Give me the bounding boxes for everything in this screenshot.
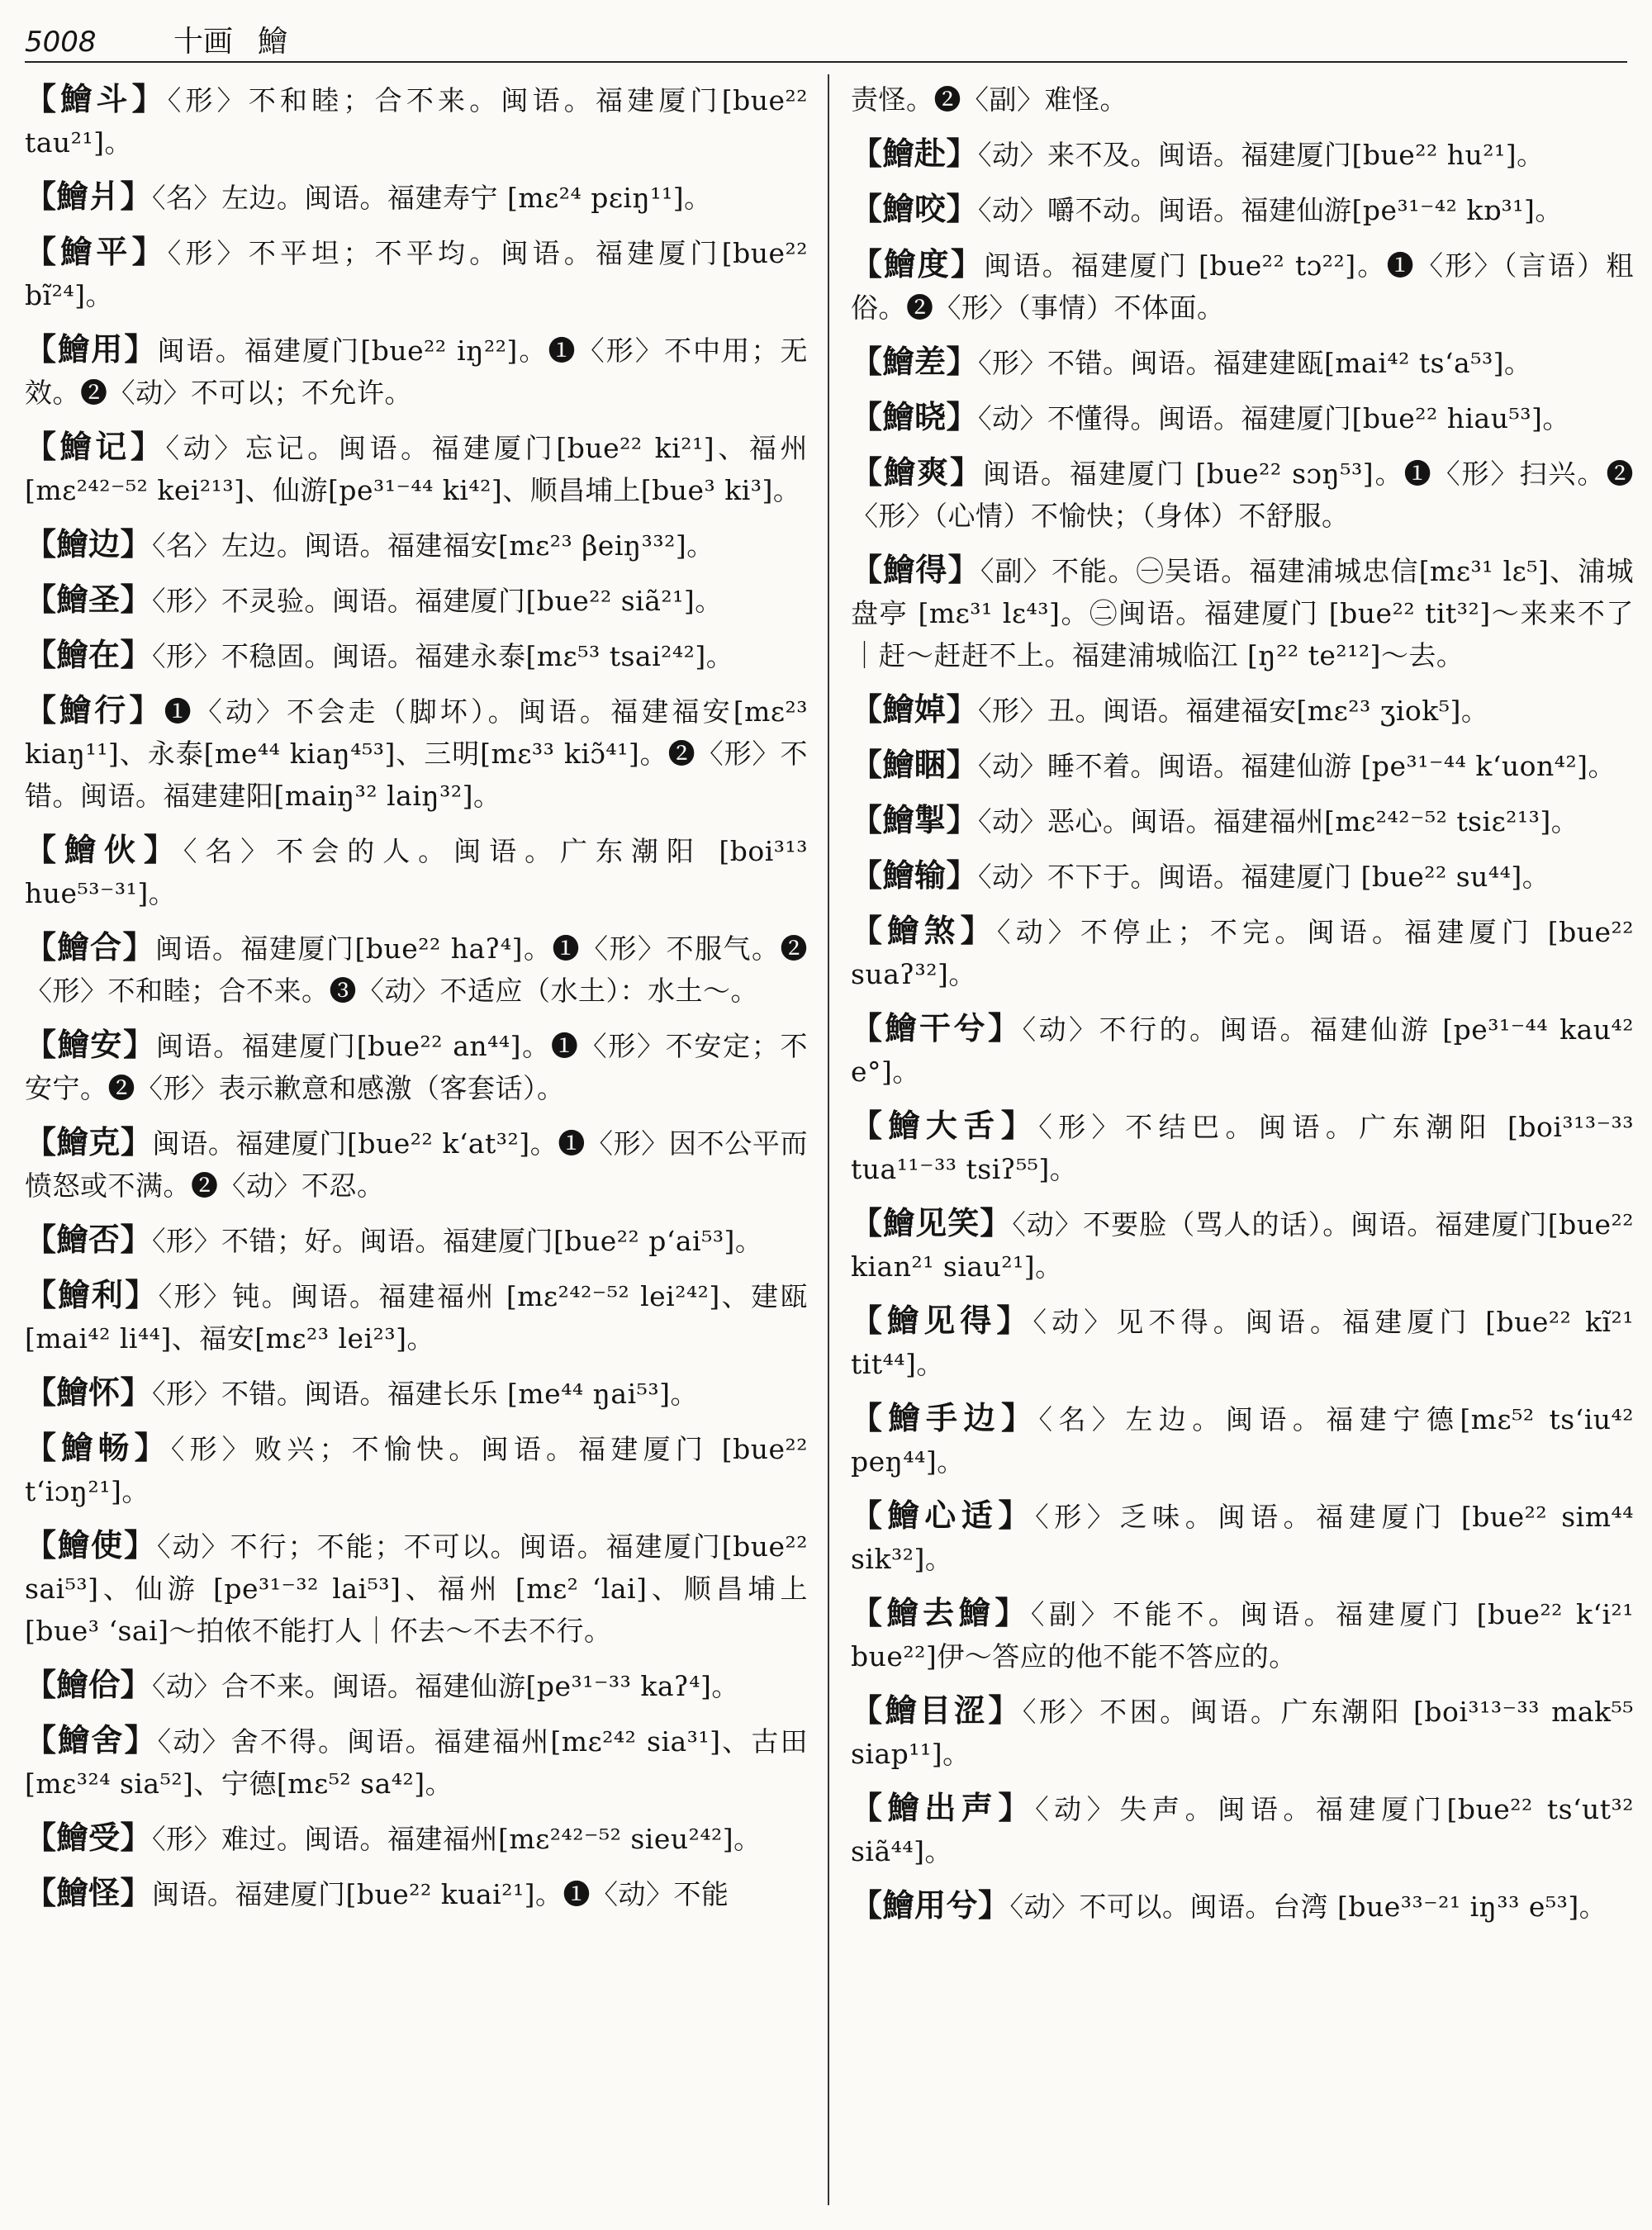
entry-definition: 〈形〉不和睦；合不来。闽语。福建厦门[bue²² tau²¹]。 — [25, 84, 808, 159]
entry-headword: 【鱠婥】 — [851, 691, 979, 728]
dictionary-entry — [851, 1495, 1634, 1580]
entry-definition: 〈名〉左边。闽语。福建宁德[mɛ⁵² tsʻiu⁴² peŋ⁴⁴]。 — [851, 1403, 1634, 1478]
entry-definition: 〈形〉乏味。闽语。福建厦门 [bue²² sim⁴⁴ sik³²]。 — [851, 1501, 1634, 1575]
dictionary-entry — [851, 1008, 1634, 1093]
dictionary-entry — [25, 1720, 808, 1805]
entry-definition: 〈名〉左边。闽语。福建寿宁 [mɛ²⁴ pɛiŋ¹¹]。 — [152, 182, 712, 214]
entry-definition: 闽语。福建厦门[bue²² kʻat³²]。❶〈形〉因不公平而愤怒或不满。❷〈动〉不忍。 — [25, 1127, 808, 1202]
dictionary-entry — [851, 341, 1634, 384]
page-header — [25, 18, 1627, 63]
dictionary-entry — [25, 1427, 808, 1512]
dictionary-entry — [851, 689, 1634, 732]
entry-definition: 〈动〉不懂得。闽语。福建厦门[bue²² hiau⁵³]。 — [978, 402, 1570, 434]
dictionary-entry — [25, 426, 808, 511]
entry-headword: 【鱠佮】 — [25, 1667, 153, 1703]
entry-definition: 〈动〉忘记。闽语。福建厦门[bue²² ki²¹]、福州[mɛ²⁴²⁻⁵² kei²¹³]、仙游[pe³¹⁻⁴⁴ ki⁴²]、顺昌埔上[bue³ ki³]。 — [25, 432, 808, 506]
entry-definition: 〈形〉不稳固。闽语。福建永泰[mɛ⁵³ tsai²⁴²]。 — [152, 640, 734, 672]
entry-definition: 〈动〉合不来。闽语。福建仙游[pe³¹⁻³³ kaʔ⁴]。 — [152, 1670, 739, 1702]
entry-definition: 闽语。福建厦门[bue²² kuai²¹]。❶〈动〉不能 — [152, 1878, 729, 1910]
entry-definition: 〈名〉不会的人。闽语。广东潮阳 [boi³¹³ hue⁵³⁻³¹]。 — [25, 835, 808, 909]
entry-headword: 【鱠得】 — [851, 552, 980, 588]
dictionary-entry — [25, 1122, 808, 1207]
entry-headword: 【鱠平】 — [25, 234, 168, 270]
entry-definition: 〈动〉恶心。闽语。福建福州[mɛ²⁴²⁻⁵² tsiɛ²¹³]。 — [978, 805, 1579, 837]
entry-definition: 〈形〉不灵验。闽语。福建厦门[bue²² siã²¹]。 — [152, 585, 723, 617]
entry-headword: 【鱠斗】 — [25, 81, 168, 117]
entry-definition: 〈副〉不能。㊀吴语。福建浦城忠信[mɛ³¹ lɛ⁵]、浦城盘亭 [mɛ³¹ lɛ⁴³]。㊁闽语。福建厦门 [bue²² tit³²]～来来不了｜赶～赶赶不上。福建浦城临江 [ŋ²² te²¹²]～去。 — [851, 555, 1634, 671]
entry-definition: 〈动〉不可以。闽语。台湾 [bue³³⁻²¹ iŋ³³ e⁵³]。 — [1009, 1891, 1607, 1923]
entry-headword: 【鱠在】 — [25, 637, 153, 673]
entry-definition: 〈动〉来不及。闽语。福建厦门[bue²² hu²¹]。 — [978, 139, 1545, 171]
entry-headword: 【鱠度】 — [851, 246, 985, 282]
entry-headword: 【鱠煞】 — [851, 913, 997, 949]
dictionary-entry — [25, 829, 808, 914]
entry-definition: 〈动〉不要脸（骂人的话）。闽语。福建厦门[bue²² kian²¹ siau²¹]。 — [851, 1208, 1634, 1283]
entry-headword: 【鱠赴】 — [851, 135, 979, 172]
dictionary-entry — [851, 910, 1634, 995]
dictionary-entry — [25, 1274, 808, 1359]
dictionary-entry — [25, 690, 808, 817]
entry-definition: ❶〈动〉不会走（脚坏）。闽语。福建福安[mɛ²³ kiaŋ¹¹]、永泰[me⁴⁴ kiaŋ⁴⁵³]、三明[mɛ³³ kiɔ̃⁴¹]。❷〈形〉不错。闽语。福建建阳[maiŋ³² laiŋ³²]。 — [25, 695, 808, 812]
dictionary-entry — [851, 1690, 1634, 1775]
entry-headword: 【鱠去鱠】 — [851, 1595, 1031, 1631]
entry-headword: 【鱠安】 — [25, 1027, 156, 1063]
entry-headword: 【鱠受】 — [25, 1820, 153, 1856]
dictionary-entry — [25, 1817, 808, 1860]
dictionary-entry — [851, 133, 1634, 176]
entry-headword: 【鱠差】 — [851, 344, 979, 380]
dictionary-entry — [851, 1397, 1634, 1483]
section-label: 十画 — [173, 25, 234, 59]
entry-headword: 【鱠输】 — [851, 857, 979, 894]
entry-headword: 【鱠出声】 — [851, 1790, 1036, 1826]
entry-headword: 【鱠目涩】 — [851, 1692, 1023, 1729]
entry-headword: 【鱠心适】 — [851, 1497, 1036, 1534]
entry-headword: 【鱠合】 — [25, 929, 156, 966]
entry-headword: 【鱠圣】 — [25, 581, 153, 618]
entry-definition: 〈形〉败兴；不愉快。闽语。福建厦门 [bue²² tʻiɔŋ²¹]。 — [25, 1433, 808, 1507]
entry-definition: 〈动〉失声。闽语。福建厦门[bue²² tsʻut³² siã⁴⁴]。 — [851, 1793, 1634, 1867]
dictionary-entry — [851, 244, 1634, 329]
entry-definition: 〈形〉钝。闽语。福建福州 [mɛ²⁴²⁻⁵² lei²⁴²]、建瓯 [mai⁴² li⁴⁴]、福安[mɛ²³ lei²³]。 — [25, 1280, 808, 1355]
dictionary-entry — [25, 1872, 808, 1915]
dictionary-entry — [25, 927, 808, 1012]
entry-headword: 【鱠干兮】 — [851, 1010, 1023, 1046]
dictionary-entry — [25, 1664, 808, 1707]
entry-definition: 〈形〉不平坦；不平均。闽语。福建厦门[bue²² bĩ²⁴]。 — [25, 237, 808, 311]
dictionary-entry — [25, 176, 808, 219]
entry-headword: 【鱠记】 — [25, 429, 166, 465]
entry-definition: 〈动〉嚼不动。闽语。福建仙游[pe³¹⁻⁴² kɒ³¹]。 — [978, 194, 1563, 226]
column-divider — [828, 74, 829, 2205]
entry-definition: 〈动〉见不得。闽语。福建厦门 [bue²² kĩ²¹ tit⁴⁴]。 — [851, 1306, 1634, 1380]
entry-definition: 〈形〉不错。闽语。福建建瓯[mai⁴² tsʻa⁵³]。 — [978, 347, 1532, 379]
entry-definition: 闽语。福建厦门 [bue²² tɔ²²]。❶〈形〉（言语）粗俗。❷〈形〉（事情）不体面。 — [851, 249, 1634, 324]
entry-headword: 【鱠爽】 — [851, 454, 983, 491]
entry-definition: 〈动〉舍不得。闽语。福建福州[mɛ²⁴² sia³¹]、古田[mɛ³²⁴ sia⁵²]、宁德[mɛ⁵² sa⁴²]。 — [25, 1725, 808, 1800]
entry-headword: 【鱠爿】 — [25, 178, 153, 215]
entry-headword: 【鱠大舌】 — [851, 1108, 1039, 1144]
entry-definition: 〈形〉不结巴。闽语。广东潮阳 [boi³¹³⁻³³ tua¹¹⁻³³ tsiʔ⁵⁵]。 — [851, 1111, 1634, 1185]
entry-definition: 责怪。❷〈副〉难怪。 — [851, 83, 1127, 116]
dictionary-entry — [25, 579, 808, 622]
dictionary-entry — [25, 1525, 808, 1652]
dictionary-entry — [25, 231, 808, 316]
entry-headword: 【鱠掣】 — [851, 802, 979, 838]
entry-definition: 闽语。福建厦门 [bue²² sɔŋ⁵³]。❶〈形〉扫兴。❷〈形〉（心情）不愉快；（身体）不舒服。 — [851, 458, 1634, 532]
entry-headword: 【鱠边】 — [25, 526, 153, 562]
entry-headword: 【鱠怪】 — [25, 1875, 153, 1911]
dictionary-entry — [25, 634, 808, 677]
entry-headword: 【鱠行】 — [25, 692, 164, 728]
entry-definition: 〈形〉不错。闽语。福建长乐 [me⁴⁴ ŋai⁵³]。 — [152, 1378, 698, 1410]
left-column — [25, 78, 808, 1928]
dictionary-entry — [851, 1203, 1634, 1288]
dictionary-entry — [25, 1372, 808, 1415]
dictionary-entry — [851, 78, 1634, 121]
page-number: 5008 — [25, 26, 97, 59]
right-column — [851, 78, 1634, 1940]
dictionary-entry — [851, 188, 1634, 231]
entry-headword: 【鱠舍】 — [25, 1722, 158, 1758]
entry-definition: 〈动〉不行；不能；不可以。闽语。福建厦门[bue²² sai⁵³]、仙游 [pe³¹⁻³² lai⁵³]、福州 [mɛ² ʻlai]、顺昌埔上 [bue³ ʻsai]～拍侬不能打人｜伓去～不去不行。 — [25, 1530, 808, 1647]
dictionary-entry — [851, 799, 1634, 842]
entry-headword: 【鱠见得】 — [851, 1302, 1033, 1339]
entry-definition: 〈形〉丑。闽语。福建福安[mɛ²³ ʒiok⁵]。 — [978, 695, 1489, 727]
dictionary-entry — [851, 1300, 1634, 1385]
dictionary-entry — [851, 1105, 1634, 1190]
dictionary-entry — [851, 452, 1634, 537]
entry-headword: 【鱠否】 — [25, 1222, 153, 1258]
entry-definition: 〈动〉不行的。闽语。福建仙游 [pe³¹⁻⁴⁴ kau⁴² e°]。 — [851, 1013, 1634, 1088]
entry-headword: 【鱠手边】 — [851, 1400, 1039, 1436]
entry-definition: 闽语。福建厦门[bue²² iŋ²²]。❶〈形〉不中用；无效。❷〈动〉不可以；不允许。 — [25, 334, 808, 409]
entry-definition: 〈形〉难过。闽语。福建福州[mɛ²⁴²⁻⁵² sieu²⁴²]。 — [152, 1823, 762, 1855]
entry-headword: 【鱠用兮】 — [851, 1887, 1010, 1924]
entry-definition: 〈动〉睡不着。闽语。福建仙游 [pe³¹⁻⁴⁴ kʻuon⁴²]。 — [978, 750, 1616, 782]
entry-headword: 【鱠伙】 — [25, 832, 183, 868]
entry-definition: 〈形〉不错；好。闽语。福建厦门[bue²² pʻai⁵³]。 — [152, 1225, 763, 1257]
entry-headword: 【鱠怀】 — [25, 1374, 153, 1411]
entry-headword: 【鱠睏】 — [851, 747, 979, 783]
entry-headword: 【鱠畅】 — [25, 1430, 171, 1466]
entry-definition: 闽语。福建厦门[bue²² haʔ⁴]。❶〈形〉不服气。❷〈形〉不和睦；合不来。❸〈动〉不适应（水土）：水土～。 — [25, 932, 808, 1007]
dictionary-entry — [851, 744, 1634, 787]
dictionary-entry — [851, 1787, 1634, 1872]
entry-definition: 〈形〉不困。闽语。广东潮阳 [boi³¹³⁻³³ mak⁵⁵ siap¹¹]。 — [851, 1696, 1634, 1770]
entry-headword: 【鱠用】 — [25, 331, 158, 368]
dictionary-entry — [851, 396, 1634, 439]
entry-definition: 〈副〉不能不。闽语。福建厦门 [bue²² kʻi²¹ bue²²]伊～答应的他不能不答应的。 — [851, 1598, 1634, 1672]
entry-definition: 闽语。福建厦门[bue²² an⁴⁴]。❶〈形〉不安定；不安宁。❷〈形〉表示歉意和感激（客套话）。 — [25, 1030, 808, 1104]
entry-headword: 【鱠咬】 — [851, 191, 979, 227]
entry-headword: 【鱠使】 — [25, 1527, 158, 1563]
entry-definition: 〈动〉不停止；不完。闽语。福建厦门 [bue²² suaʔ³²]。 — [851, 916, 1634, 990]
entry-headword: 【鱠见笑】 — [851, 1205, 1013, 1241]
dictionary-entry — [25, 329, 808, 414]
dictionary-entry — [25, 1219, 808, 1262]
head-character: 鱠 — [258, 25, 288, 59]
entry-headword: 【鱠克】 — [25, 1124, 153, 1160]
entry-headword: 【鱠利】 — [25, 1277, 159, 1313]
dictionary-entry — [25, 524, 808, 567]
dictionary-entry — [851, 549, 1634, 676]
dictionary-entry — [25, 78, 808, 164]
entry-definition: 〈动〉不下于。闽语。福建厦门 [bue²² su⁴⁴]。 — [978, 861, 1550, 893]
entry-definition: 〈名〉左边。闽语。福建福安[mɛ²³ βeiŋ³³²]。 — [152, 529, 714, 562]
dictionary-entry — [851, 1885, 1634, 1928]
dictionary-entry — [851, 1592, 1634, 1677]
dictionary-entry — [25, 1024, 808, 1109]
dictionary-entry — [851, 855, 1634, 898]
entry-headword: 【鱠晓】 — [851, 399, 979, 435]
